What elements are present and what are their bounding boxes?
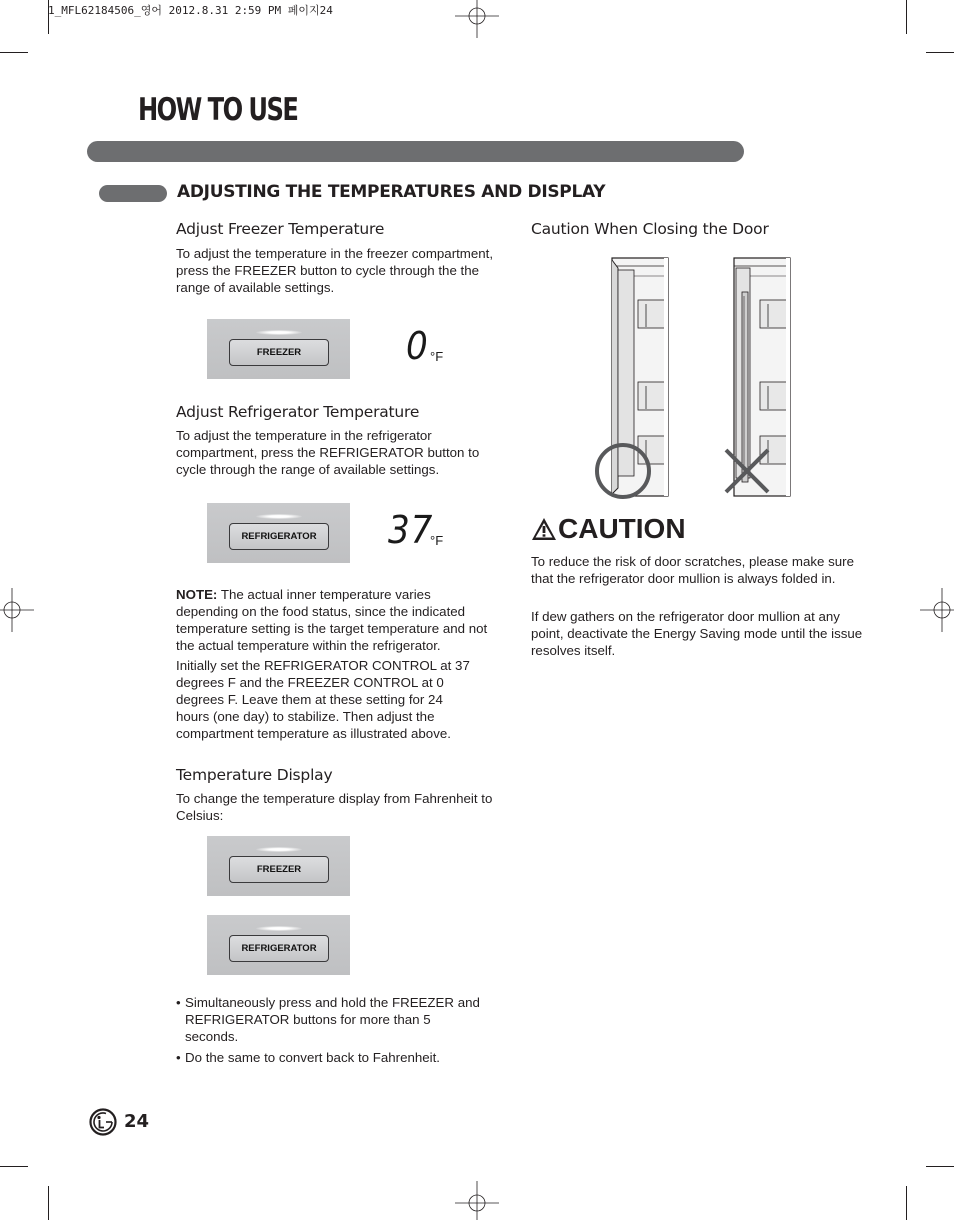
crop-mark: [926, 1166, 954, 1167]
display-freezer-button[interactable]: FREEZER: [229, 856, 329, 883]
registration-mark-icon: [455, 0, 499, 38]
freezer-heading: Adjust Freezer Temperature: [176, 220, 385, 238]
registration-mark-icon: [0, 588, 34, 632]
caution-text-2: If dew gathers on the refrigerator door mullion at any point, deactivate the Energy Saving mode until the issue resolves itself.: [531, 609, 863, 658]
freezer-display-unit: °F: [430, 349, 444, 364]
crop-mark: [0, 52, 28, 53]
circle-correct-icon: [594, 442, 652, 500]
initial-setting-text: Initially set the REFRIGERATOR CONTROL at 37 degrees F and the FREEZER CONTROL at 0 degrees F. Leave them at these setting for 24 hours (one day) to stabilize. Then adjust the compartment temperature as illustrated above.: [176, 658, 470, 741]
list-item: [176, 1049, 481, 1066]
crop-mark: [926, 52, 954, 53]
display-text: To change the temperature display from Fahrenheit to Celsius:: [176, 791, 493, 823]
title-bar: [87, 141, 744, 162]
freezer-button[interactable]: FREEZER: [229, 339, 329, 366]
display-freezer-panel: [207, 836, 350, 896]
indicator-light: [256, 926, 302, 931]
crop-mark: [48, 1186, 49, 1220]
freezer-text: To adjust the temperature in the freezer compartment, press the FREEZER button to cycle through the the range of available settings.: [176, 246, 494, 295]
freezer-control-panel: [207, 319, 350, 379]
section-pill: [99, 185, 167, 202]
page-title: HOW TO USE: [138, 92, 298, 128]
note-paragraph: [176, 586, 488, 654]
bullet-text: Simultaneously press and hold the FREEZER and REFRIGERATOR buttons for more than 5 seconds.: [185, 995, 480, 1044]
crop-mark: [906, 0, 907, 34]
caution-title: [531, 513, 686, 545]
refrigerator-button[interactable]: REFRIGERATOR: [229, 523, 329, 550]
refrigerator-control-panel: [207, 503, 350, 563]
caution-text-1: To reduce the risk of door scratches, please make sure that the refrigerator door mullion is always folded in.: [531, 554, 854, 586]
section-title: ADJUSTING THE TEMPERATURES AND DISPLAY: [177, 182, 606, 202]
warning-triangle-icon: [531, 516, 557, 542]
indicator-light: [256, 847, 302, 852]
lg-logo-icon: [89, 1108, 117, 1136]
indicator-light: [256, 514, 302, 519]
display-refrigerator-button[interactable]: REFRIGERATOR: [229, 935, 329, 962]
crop-mark: [906, 1186, 907, 1220]
page-number: 24: [124, 1111, 150, 1132]
bullet-icon: •: [176, 1050, 181, 1065]
display-refrigerator-panel: [207, 915, 350, 975]
crop-mark: [0, 1166, 28, 1167]
note-label: NOTE:: [176, 587, 218, 602]
display-heading: Temperature Display: [176, 766, 333, 784]
refrigerator-text: To adjust the temperature in the refrigerator compartment, press the REFRIGERATOR button to cycle through the range of available settings.: [176, 428, 480, 477]
freezer-display-value: 0: [406, 324, 429, 368]
list-item: [176, 994, 481, 1045]
registration-mark-icon: [920, 588, 954, 632]
refrigerator-heading: Adjust Refrigerator Temperature: [176, 403, 420, 421]
note-text: The actual inner temperature varies depending on the food status, since the indicated temperature setting is the target temperature and not the actual temperature within the refrigerator.: [176, 587, 488, 653]
registration-mark-icon: [455, 1181, 499, 1220]
bullet-icon: •: [176, 995, 181, 1010]
indicator-light: [256, 330, 302, 335]
refrigerator-display-value: 37: [388, 508, 434, 552]
refrigerator-display-unit: °F: [430, 533, 444, 548]
caution-label: CAUTION: [558, 513, 686, 544]
bullet-text: Do the same to convert back to Fahrenheit.: [185, 1050, 440, 1065]
x-incorrect-icon: [722, 446, 772, 496]
door-heading: Caution When Closing the Door: [531, 220, 769, 238]
print-header: 1_MFL62184506_영어 2012.8.31 2:59 PM 페이지24: [48, 4, 333, 17]
